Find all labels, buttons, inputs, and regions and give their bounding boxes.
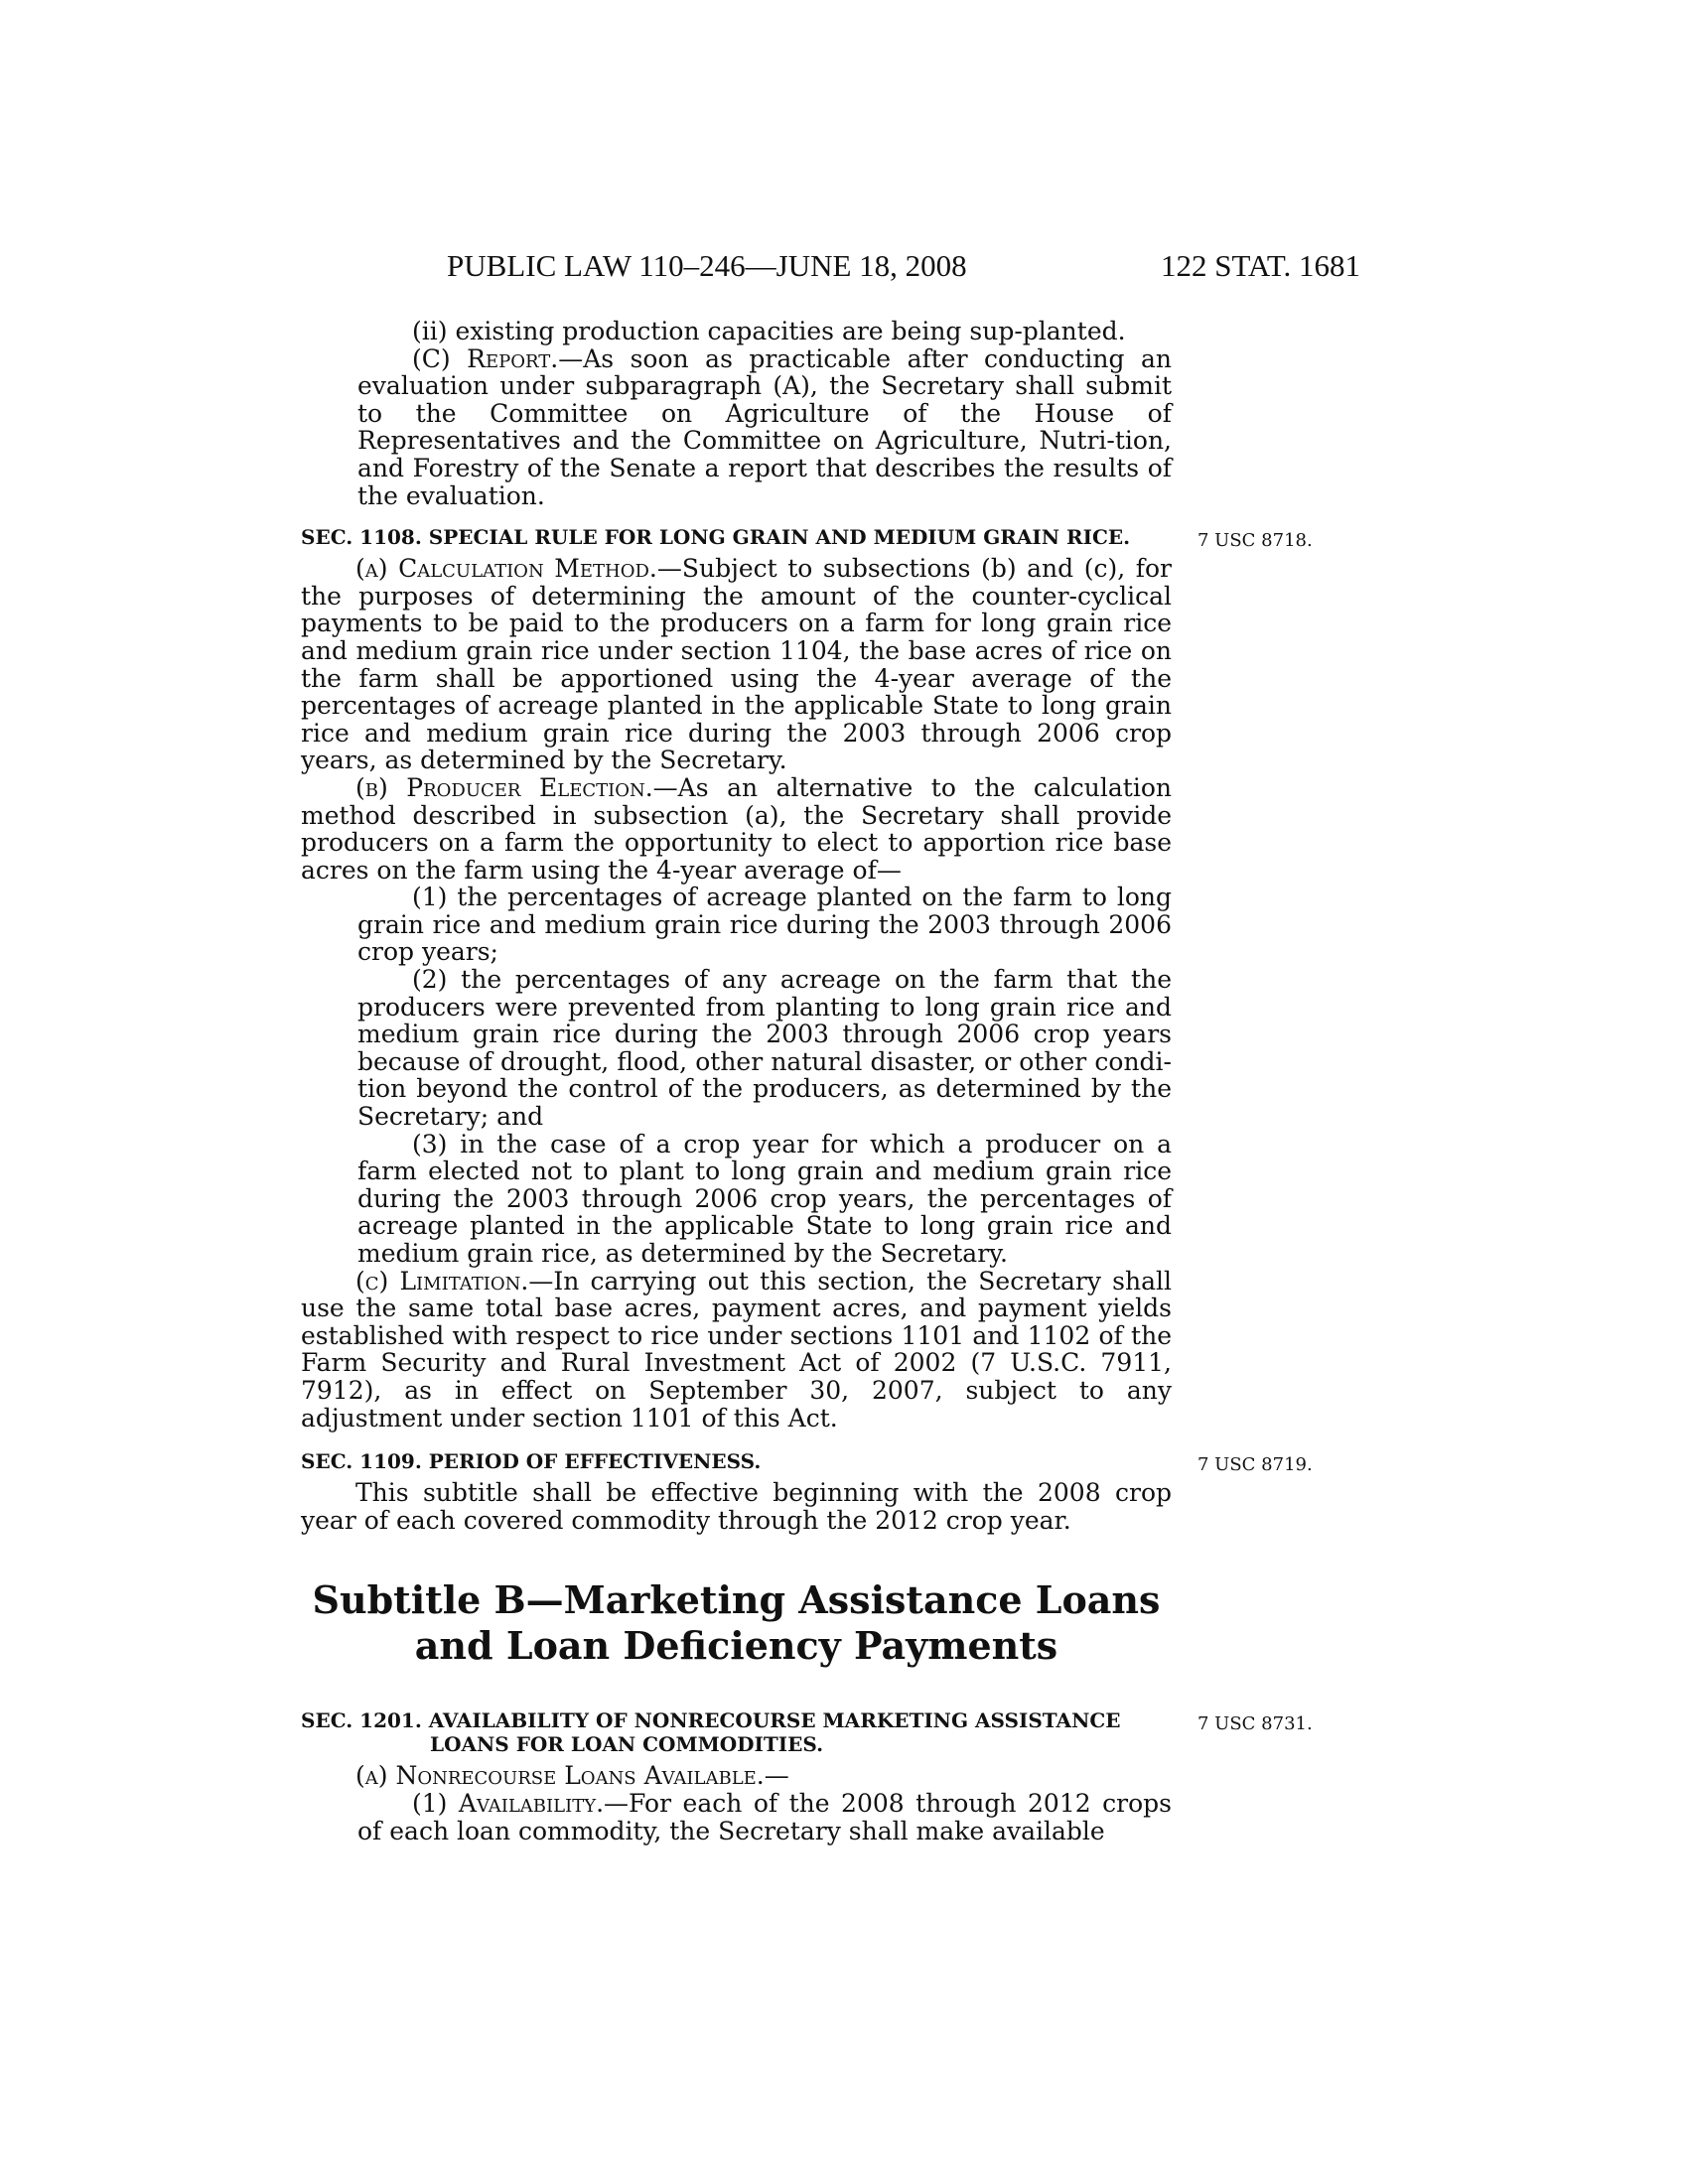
paragraph-b3: (3) in the case of a crop year for which a producer on a farm elected not to plant to long grain and medium grain rice during the 2003 through 2006 crop years, the percentages of acreage planted in the applicable State to long grain rice and medium grain rice, as determined by the Secretary. [357,1129,1172,1268]
section-1108-title: SEC. 1108. SPECIAL RULE FOR LONG GRAIN AND MEDIUM GRAIN RICE. [301,525,1131,550]
subtitle-b-line-1: Subtitle B—Marketing Assistance Loans [312,1577,1161,1623]
availability-text: —For each of the 2008 through 2012 crops of each loan commodity, the Secretary shall make available [357,1788,1172,1845]
availability-label: (1) Availability. [412,1788,605,1818]
document-body [301,317,1313,1845]
subsection-b-label: (b) Producer Election. [355,772,653,802]
section-1109-text: This subtitle shall be effective beginning with the 2008 crop year of each covered commodity through the 2012 crop year. [301,1478,1172,1535]
report-text: —As soon as practicable after conducting an evaluation under subparagraph (A), the Secretary shall submit to the Committee on Agriculture of the House of Representatives and the Committee on Agriculture, Nutri-tion, and Forestry of the Senate a report that describes the results of the evaluation. [357,343,1172,510]
section-1109-title: SEC. 1109. PERIOD OF EFFECTIVENESS. [301,1449,762,1474]
section-1201-heading [301,1708,1313,1757]
subsection-b-text: —As an alternative to the calculation method described in subsection (a), the Secretary shall provide producers on a farm the opportunity to elect to apportion rice base acres on the farm using the 4-year average of— [301,772,1172,885]
paragraph-1201-a1 [357,1790,1172,1844]
subsection-c-text: —In carrying out this section, the Secretary shall use the same total base acres, payment acres, and payment yields established with respect to rice under sections 1101 and 1102 of the Farm Security and Rural Investment Act of 2002 (7 U.S.C. 7911, 7912), as in effect on September 30, 2007, subject to any adjustment under section 1101 of this Act. [301,1266,1172,1433]
subsection-b-producer-election [301,774,1172,884]
subsection-a-text: —Subject to subsections (b) and (c), for the purposes of determining the amount of the counter-cyclical payments to be paid to the producers on a farm for long grain rice and medium grain rice under section 1104, the base acres of rice on the farm shall be apportioned using the 4-year average of the percentages of acreage planted in the applicable State to long grain rice and medium grain rice during the 2003 through 2006 crop years, as determined by the Secretary. [301,554,1172,775]
subsection-c-limitation [301,1268,1172,1433]
subtitle-b-heading [301,1577,1172,1669]
clause-ii [357,318,1172,345]
clause-ii-text: existing production capacities are being sup-planted. [455,317,1126,345]
subsection-1201-a-label: (a) Nonrecourse Loans Available.— [355,1761,789,1791]
section-1109-heading [301,1449,1313,1476]
subtitle-b-line-2: and Loan Deficiency Payments [414,1623,1058,1669]
subsection-a-label: (a) Calculation Method. [355,554,657,584]
subsection-c-label: (c) Limitation. [355,1266,529,1296]
subsection-a-calculation-method [301,555,1172,774]
section-1108-usc-note: 7 USC 8718. [1197,530,1313,552]
subsection-a-nonrecourse-loans [301,1762,1172,1790]
paragraph-b1: (1) the percentages of acreage planted on the farm to long grain rice and medium grain rice during the 2003 through 2006 crop years; [357,883,1172,967]
section-1108-heading [301,525,1313,552]
paragraph-b2: (2) the percentages of any acreage on the farm that the producers were prevented from planting to long grain rice and medium grain rice during the 2003 through 2006 crop years because of drought, flood, other natural disaster, or other condi-tion beyond the control of the producers, as determined by the Secretary; and [357,965,1172,1132]
public-law-citation: PUBLIC LAW 110–246—JUNE 18, 2008 [447,248,967,283]
subparagraph-c-report [357,345,1172,510]
section-1109-usc-note: 7 USC 8719. [1197,1454,1313,1476]
statute-page-number: 122 STAT. 1681 [1160,248,1360,283]
report-label: (C) Report. [412,343,559,373]
section-1201-title: SEC. 1201. AVAILABILITY OF NONRECOURSE MARKETING ASSISTANCE LOANS FOR LOAN COMMODITIES. [301,1708,1121,1757]
clause-ii-number: (ii) [412,317,448,345]
section-1201-usc-note: 7 USC 8731. [1197,1713,1313,1735]
